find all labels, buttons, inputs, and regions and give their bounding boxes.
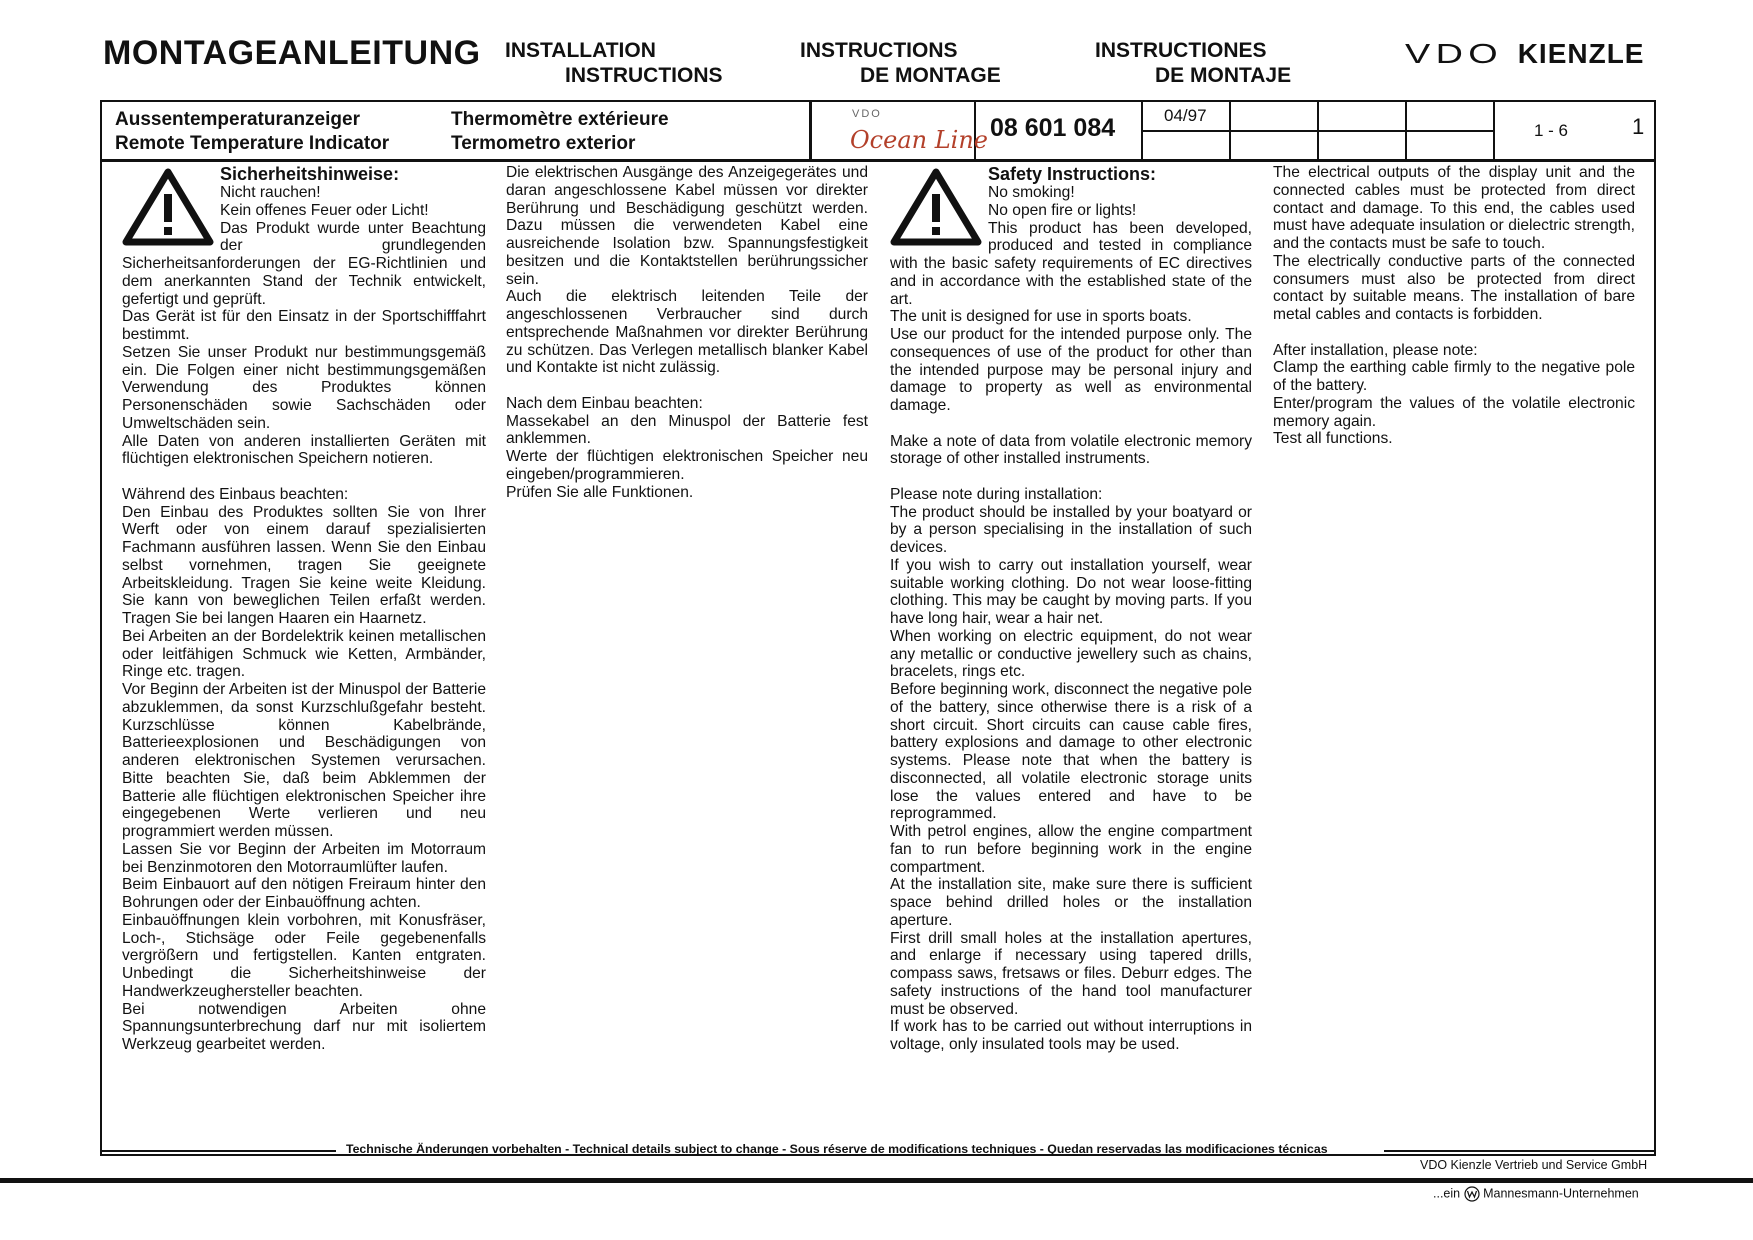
parent-company (1433, 1186, 1639, 1202)
english-text: At the installation site, make sure there is sufficient space behind drilled holes or the installation aperture. (890, 876, 1252, 929)
english-text: The product should be installed by your boatyard or by a person specialising in the installation of such devices. (890, 503, 1252, 556)
german-warning-block (122, 164, 486, 308)
german-text: Bei Arbeiten an der Bordelektrik keinen metallischen oder leitfähigen Schmuck wie Ketten, Armbänder, Ringe etc. tragen. (122, 627, 486, 681)
german-text: Auch die elektrisch leitenden Teile der angeschlossenen Verbraucher sind durch entsprechende Maßnahmen vor direkter Berührung zu schützen. Das Verlegen metallisch blanker Kabel und Kontakte ist nicht zulässig. (506, 288, 868, 377)
german-text: Kein offenes Feuer oder Licht! (220, 201, 429, 219)
english-text: First drill small holes at the installation apertures, and enlarge if necessary using tapered drills, compass saws, fretsaws or files. Deburr edges. The safety instructions of the hand tool manufacturer must be observed. (890, 929, 1252, 1018)
divider (1493, 102, 1495, 159)
english-text: If you wish to carry out installation yourself, wear suitable working clothing. Do not wear loose-fitting clothing. This may be caught by moving parts. If you have long hair, wear a hair net. (890, 556, 1252, 627)
german-column-2 (506, 164, 868, 501)
document-frame (100, 100, 1656, 1156)
logo-kienzle: KIENZLE (1517, 38, 1645, 69)
ocean-line-logo (842, 104, 988, 158)
parent-prefix: ...ein (1433, 1186, 1461, 1201)
divider (809, 102, 812, 159)
title-french (800, 38, 1001, 88)
english-text: With petrol engines, allow the engine compartment fan to run before beginning work in the engine compartment. (890, 823, 1252, 876)
ocean-logo-vdo: VDO (852, 108, 882, 120)
english-text: The electrical outputs of the display unit and the connected cables must be protected from direct contact and damage. To this end, the cables used must have adequate insulation or dielectric strength, and the contacts must be safe to touch. (1273, 164, 1635, 252)
german-safety-heading: Sicherheitshinweise: (220, 164, 400, 184)
divider (1141, 130, 1493, 132)
english-text: The electrically conductive parts of the connected consumers must also be protected from direct contact by suitable means. The installation of bare metal cables and contacts is forbidden. (1273, 252, 1635, 323)
german-text: Massekabel an den Minuspol der Batterie fest anklemmen. (506, 412, 868, 448)
title-english (505, 38, 723, 88)
title-block (102, 102, 1654, 162)
german-text: Setzen Sie unser Produkt nur bestimmungsgemäß ein. Die Folgen einer nicht bestimmungsgemäßen Verwendung des Produktes können Personenschäden sowie Sachschäden oder Umweltschäden sein. (122, 343, 486, 432)
document-title: MONTAGEANLEITUNG (103, 34, 481, 72)
german-text: Lassen Sie vor Beginn der Arbeiten im Motorraum bei Benzinmotoren den Motorraumlüfter laufen. (122, 840, 486, 876)
title-spanish (1095, 38, 1291, 88)
german-text: Werte der flüchtigen elektronischen Speicher neu eingeben/programmieren. (506, 448, 868, 483)
title-spanish-line1: INSTRUCTIONES (1095, 39, 1267, 62)
english-text: Enter/program the values of the volatile electronic memory again. (1273, 394, 1635, 430)
german-text: Das Gerät ist für den Einsatz in der Sportschifffahrt bestimmt. (122, 308, 486, 343)
page-number: 1 (1632, 114, 1645, 139)
english-text: The unit is designed for use in sports boats. (890, 308, 1192, 326)
english-text: No smoking! (988, 184, 1075, 201)
warning-triangle-icon (122, 168, 214, 246)
german-text: Den Einbau des Produktes sollten Sie von Ihrer Werft oder von einem darauf spezialisierten Fachmann ausführen lassen. Wenn Sie den Einbau selbst vornehmen, tragen Sie geeignete Arbeitskleidung. Tragen Sie keine weite Kleidung. Sie kann von beweglichen Teilen erfaßt werden. Tragen Sie bei langen Haaren ein Haarnetz. (122, 503, 486, 627)
product-name-es: Termometro exterior (451, 133, 636, 154)
revision-date: 04/97 (1164, 106, 1207, 125)
mannesmann-logo-icon (1464, 1186, 1480, 1202)
product-names-de-en (115, 108, 389, 156)
english-subheading: After installation, please note: (1273, 341, 1478, 359)
parent-name: Mannesmann-Unternehmen (1483, 1186, 1639, 1201)
english-text: Clamp the earthing cable firmly to the negative pole of the battery. (1273, 359, 1635, 394)
bottom-rule (0, 1178, 1753, 1183)
title-english-line1: INSTALLATION (505, 39, 656, 62)
english-text: If work has to be carried out without interruptions in voltage, only insulated tools may be used. (890, 1018, 1252, 1053)
german-text: Nicht rauchen! (220, 184, 321, 201)
english-text: Use our product for the intended purpose only. The consequences of use of the product for other than the intended purpose may be personal injury and damage to property as well as environmental damage. (890, 326, 1252, 414)
english-text: Before beginning work, disconnect the negative pole of the battery, since otherwise there is a risk of a short circuit. Short circuits can cause cable fires, battery explosions and damage to other electronic systems. Please note that when the battery is disconnected, all volatile electronic storage units lose the values entered and have to be reprogrammed. (890, 681, 1252, 823)
german-subheading: Nach dem Einbau beachten: (506, 394, 703, 412)
german-text: Die elektrischen Ausgänge des Anzeigegerätes und daran angeschlossene Kabel müssen vor direkter Berührung und Beschädigung geschützt werden. Dazu müssen die verwendeten Kabel eine ausreichende Isolation bzw. Spannungsfestigkeit besitzen und die Kontaktstellen berührungssicher sein. (506, 164, 868, 288)
product-name-de: Aussentemperaturanzeiger (115, 109, 360, 130)
vdo-kienzle-logo (1405, 38, 1644, 70)
english-warning-block (890, 164, 1252, 308)
german-text: Beim Einbauort auf den nötigen Freiraum hinter den Bohrungen oder der Einbauöffnung achten. (122, 876, 486, 911)
english-safety-heading: Safety Instructions: (988, 164, 1157, 184)
title-french-line1: INSTRUCTIONS (800, 39, 958, 62)
title-spanish-line2: DE MONTAJE (1155, 64, 1292, 87)
ocean-logo-script: Ocean Line (850, 126, 988, 154)
german-text: Bei notwendigen Arbeiten ohne Spannungsunterbrechung darf nur mit isoliertem Werkzeug gearbeitet werden. (122, 1000, 486, 1053)
german-column-1 (122, 164, 486, 1054)
german-text: Alle Daten von anderen installierten Geräten mit flüchtigen elektronischen Speichern notieren. (122, 432, 486, 468)
company-name: VDO Kienzle Vertrieb und Service GmbH (1420, 1158, 1648, 1172)
warning-triangle-icon (890, 168, 982, 246)
german-text: Vor Beginn der Arbeiten ist der Minuspol der Batterie abzuklemmen, da sonst Kurzschlußgefahr besteht. Kurzschlüsse können Kabelbrände, Batterieexplosionen und Beschädigungen von anderen elektronischen Systemen verursachen. Bitte beachten Sie, daß beim Abklemmen der Batterie alle flüchtigen elektronischen Speicher ihre eingegebenen Werte verlieren und neu programmiert werden müssen. (122, 681, 486, 840)
german-subheading: Während des Einbaus beachten: (122, 485, 349, 503)
english-text: When working on electric equipment, do not wear any metallic or conductive jewellery such as chains, bracelets, rings etc. (890, 627, 1252, 681)
english-column-2 (1273, 164, 1635, 448)
english-column-1 (890, 164, 1252, 1054)
english-text: This product has been developed, produced and tested in compliance with the basic safety requirements of EC directives and in accordance with the established state of the art. (890, 219, 1252, 308)
product-names-fr-es (451, 108, 669, 156)
footer-rule (1384, 1150, 1656, 1152)
page-range: 1 - 6 (1534, 121, 1569, 140)
german-text: Das Produkt wurde unter Beachtung der grundlegenden Sicherheitsanforderungen der EG-Richtlinien und dem anerkannten Stand der Technik entwickelt, gefertigt und geprüft. (122, 219, 486, 308)
english-text: Make a note of data from volatile electronic memory storage of other installed instruments. (890, 432, 1252, 468)
logo-vdo: VDO (1405, 38, 1504, 69)
german-text: Prüfen Sie alle Funktionen. (506, 483, 694, 501)
product-name-en: Remote Temperature Indicator (115, 133, 390, 154)
english-text: Test all functions. (1273, 430, 1393, 448)
footer-rule (100, 1150, 336, 1152)
title-french-line2: DE MONTAGE (860, 64, 1001, 87)
product-name-fr: Thermomètre extérieure (451, 109, 669, 130)
title-english-line2: INSTRUCTIONS (565, 64, 723, 87)
english-subheading: Please note during installation: (890, 485, 1103, 503)
part-number: 08 601 084 (990, 114, 1116, 142)
footer-disclaimer: Technische Änderungen vorbehalten - Technical details subject to change - Sous réserve de modifications techniques - Quedan reservadas las modificaciones técnicas (346, 1142, 1328, 1156)
english-text: No open fire or lights! (988, 201, 1137, 219)
german-text: Einbauöffnungen klein vorbohren, mit Konusfräser, Loch-, Stichsäge oder Feile gegebenenfalls vergrößern und fertigstellen. Kanten entgraten. Unbedingt die Sicherheitshinweise der Handwerkzeughersteller beachten. (122, 911, 486, 1000)
